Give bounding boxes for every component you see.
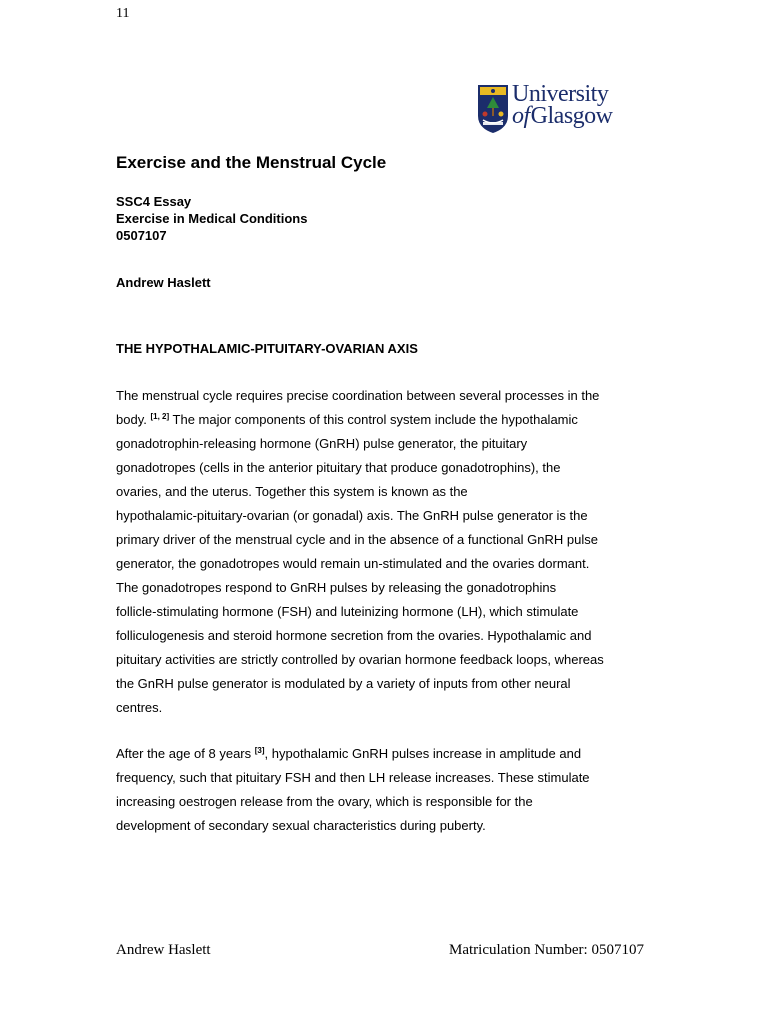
paragraph-text: , hypothalamic GnRH pulses increase in amplitude and	[264, 746, 582, 761]
paragraph-line: hypothalamic-pituitary-ovarian (or gonadal) axis. The GnRH pulse generator is the	[116, 508, 588, 523]
paragraph-line: gonadotrophin-releasing hormone (GnRH) pulse generator, the pituitary	[116, 436, 528, 451]
paragraph-line: follicle-stimulating hormone (FSH) and luteinizing hormone (LH), which stimulate	[116, 604, 579, 619]
paragraph-line: gonadotropes (cells in the anterior pituitary that produce gonadotrophins), the	[116, 460, 561, 475]
meta-student-number: 0507107	[116, 228, 167, 243]
paragraph-line	[116, 408, 656, 432]
meta-essay-type: SSC4 Essay	[116, 194, 192, 209]
paragraph-line: generator, the gonadotropes would remain un-stimulated and the ovaries dormant.	[116, 556, 590, 571]
citation: [1, 2]	[150, 412, 170, 421]
paragraph-line: pituitary activities are strictly controlled by ovarian hormone feedback loops, whereas	[116, 652, 604, 667]
paragraph-line: frequency, such that pituitary FSH and then LH release increases. These stimulate	[116, 770, 590, 785]
section-heading: THE HYPOTHALAMIC-PITUITARY-OVARIAN AXIS	[116, 341, 418, 356]
logo-glasgow-text	[512, 105, 613, 127]
citation: [3]	[254, 746, 265, 755]
paragraph-line: folliculogenesis and steroid hormone secretion from the ovaries. Hypothalamic and	[116, 628, 592, 643]
page-number: 11	[116, 6, 130, 21]
paragraph-line: increasing oestrogen release from the ovary, which is responsible for the	[116, 794, 533, 809]
paragraph-line: centres.	[116, 700, 163, 715]
university-crest-icon	[477, 84, 509, 134]
paragraph-hpo-axis	[116, 384, 656, 720]
paragraph-text: body.	[116, 412, 147, 427]
paragraph-text: The major components of this control system include the hypothalamic	[172, 412, 578, 427]
university-logo	[477, 81, 627, 134]
logo-name-text: Glasgow	[530, 103, 613, 129]
document-meta	[116, 193, 307, 244]
meta-module: Exercise in Medical Conditions	[116, 211, 308, 226]
paragraph-line: The gonadotropes respond to GnRH pulses by releasing the gonadotrophins	[116, 580, 557, 595]
logo-of-text: of	[512, 103, 530, 129]
footer-matriculation-number: Matriculation Number: 0507107	[449, 942, 644, 958]
paragraph-line: ovaries, and the uterus. Together this system is known as the	[116, 484, 468, 499]
document-title: Exercise and the Menstrual Cycle	[116, 153, 387, 172]
paragraph-line: primary driver of the menstrual cycle and in the absence of a functional GnRH pulse	[116, 532, 598, 547]
paragraph-line	[116, 742, 656, 766]
paragraph-puberty	[116, 742, 656, 838]
paragraph-text: After the age of 8 years	[116, 746, 252, 761]
paragraph-line: the GnRH pulse generator is modulated by a variety of inputs from other neural	[116, 676, 571, 691]
footer-author: Andrew Haslett	[116, 942, 211, 958]
paragraph-line: development of secondary sexual characteristics during puberty.	[116, 818, 486, 833]
document-author: Andrew Haslett	[116, 275, 211, 290]
paragraph-line: The menstrual cycle requires precise coordination between several processes in the	[116, 388, 600, 403]
logo-university-text: University	[512, 81, 609, 107]
